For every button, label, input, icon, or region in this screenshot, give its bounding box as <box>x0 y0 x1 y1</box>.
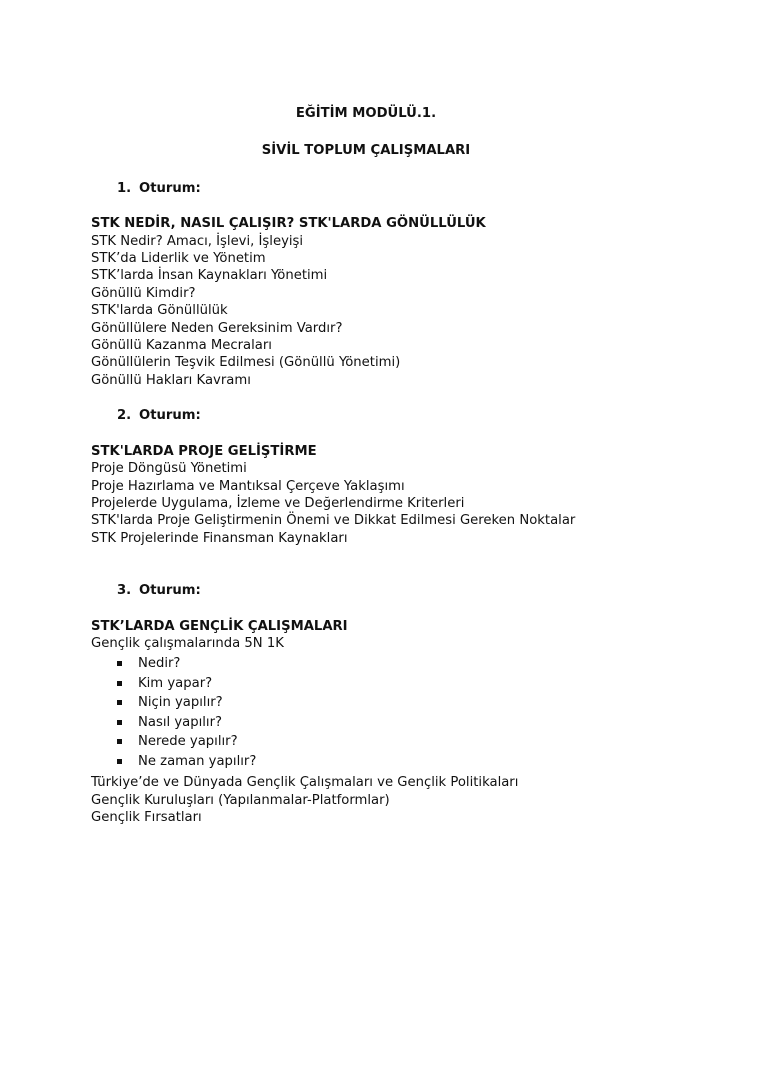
topic-intro: Gençlik çalışmalarında 5N 1K <box>91 635 284 651</box>
bullet-text: Nerede yapılır? <box>138 734 238 750</box>
topic-line: Projelerde Uygulama, İzleme ve Değerlendirme Kriterleri <box>91 495 465 511</box>
topic-line: Türkiye’de ve Dünyada Gençlik Çalışmaları ve Gençlik Politikaları <box>91 775 519 791</box>
session-3-topics <box>91 635 711 827</box>
topic-line: Gönüllü Kazanma Mecraları <box>91 338 272 354</box>
session-2-heading: STK'LARDA PROJE GELİŞTİRME <box>91 443 317 459</box>
topic-line: Gönüllü Kimdir? <box>91 285 196 301</box>
topic-line: Proje Döngüsü Yönetimi <box>91 461 247 477</box>
topic-line: STK Nedir? Amacı, İşlevi, İşleyişi <box>91 233 304 249</box>
document-subtitle: SİVİL TOPLUM ÇALIŞMALARI <box>261 143 471 159</box>
topic-line: STK’larda İnsan Kaynakları Yönetimi <box>91 268 328 284</box>
bullet-text: Niçin yapılır? <box>138 695 223 711</box>
session-2-header <box>117 407 711 424</box>
bullet-text: Nedir? <box>138 656 181 672</box>
document-title: EĞİTİM MODÜLÜ.1. <box>295 106 437 121</box>
topic-line: Gönüllü Hakları Kavramı <box>91 372 251 388</box>
session-label: Oturum: <box>139 583 201 599</box>
bullet-item <box>117 654 711 674</box>
topic-line: STK Projelerinde Finansman Kaynakları <box>91 530 348 546</box>
session-1-heading: STK NEDİR, NASIL ÇALIŞIR? STK'LARDA GÖNÜLLÜLÜK <box>91 216 486 232</box>
topic-line: STK’da Liderlik ve Yönetim <box>91 251 266 267</box>
bullet-item <box>117 674 711 694</box>
topic-line: STK'larda Proje Geliştirmenin Önemi ve Dikkat Edilmesi Gereken Noktalar <box>91 513 576 529</box>
topic-line: STK'larda Gönüllülük <box>91 303 228 319</box>
square-bullet-icon <box>117 720 122 725</box>
session-number: 2. <box>117 408 132 424</box>
session-1-header <box>117 180 711 197</box>
bullet-item <box>117 732 711 752</box>
square-bullet-icon <box>117 681 122 686</box>
square-bullet-icon <box>117 759 122 764</box>
bullet-text: Kim yapar? <box>138 675 213 691</box>
topic-line: Gönüllülerin Teşvik Edilmesi (Gönüllü Yönetimi) <box>91 355 401 371</box>
session-number: 3. <box>117 583 132 599</box>
square-bullet-icon <box>117 700 122 705</box>
bullet-item <box>117 752 711 772</box>
session-label: Oturum: <box>139 408 201 424</box>
session-2-topics <box>91 460 711 547</box>
topic-line: Gençlik Fırsatları <box>91 810 202 826</box>
question-bullet-list <box>91 654 711 771</box>
session-1-topics <box>91 233 711 390</box>
session-label: Oturum: <box>139 180 201 196</box>
document-body <box>91 105 711 827</box>
session-3-header <box>117 582 711 599</box>
bullet-item <box>117 693 711 713</box>
bullet-text: Ne zaman yapılır? <box>138 753 257 769</box>
session-number: 1. <box>117 180 132 196</box>
topic-line: Gençlik Kuruluşları (Yapılanmalar-Platformlar) <box>91 792 390 808</box>
topic-line: Gönüllülere Neden Gereksinim Vardır? <box>91 320 343 336</box>
square-bullet-icon <box>117 661 122 666</box>
session-3-heading: STK’LARDA GENÇLİK ÇALIŞMALARI <box>91 618 348 634</box>
topic-line: Proje Hazırlama ve Mantıksal Çerçeve Yaklaşımı <box>91 478 405 494</box>
bullet-text: Nasıl yapılır? <box>138 714 223 730</box>
square-bullet-icon <box>117 739 122 744</box>
bullet-item <box>117 713 711 733</box>
